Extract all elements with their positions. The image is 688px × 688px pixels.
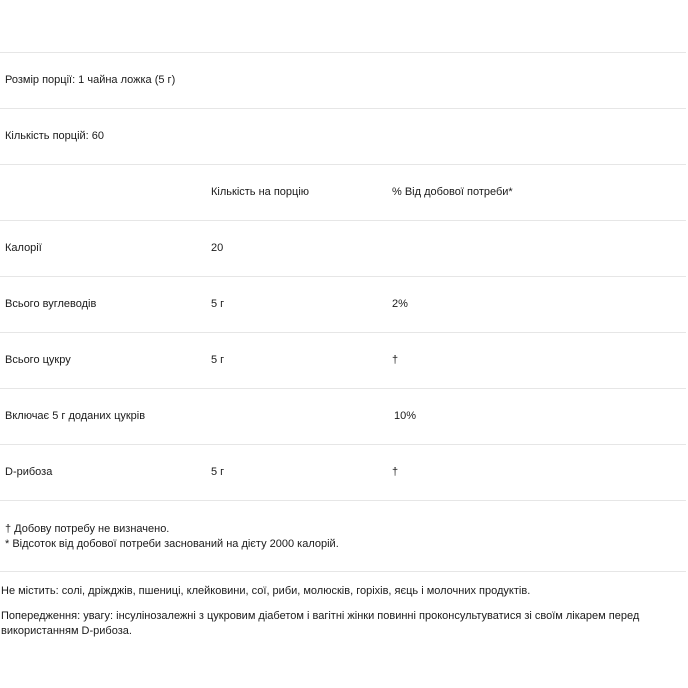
nutrient-name: Включає 5 г доданих цукрів: [5, 410, 146, 422]
amount-header: Кількість на порцію: [211, 186, 310, 198]
contains-note: Не містить: солі, дріжджів, пшениці, клейковини, сої, риби, молюсків, горіхів, яєць і молочних продуктів.: [1, 585, 531, 597]
nutrient-name: Всього цукру: [5, 354, 71, 366]
footnote-daily-value-basis: * Відсоток від добової потреби заснований на дієту 2000 калорій.: [5, 538, 339, 550]
table-row: [0, 220, 686, 276]
footnotes: [0, 500, 686, 572]
supplement-facts-table: [0, 52, 686, 572]
table-row: [0, 444, 686, 500]
nutrient-daily-value: †: [392, 354, 399, 366]
nutrient-amount: 5 г: [211, 298, 225, 310]
product-info: [0, 571, 686, 639]
daily-value-header: % Від добової потреби*: [392, 186, 513, 198]
serving-size: Розмір порції: 1 чайна ложка (5 г): [5, 74, 176, 86]
nutrient-daily-value: 2%: [392, 298, 408, 310]
table-header-row: [0, 164, 686, 220]
nutrient-amount: 20: [211, 242, 224, 254]
nutrient-name: Калорії: [5, 242, 42, 254]
nutrient-amount: 5 г: [211, 466, 225, 478]
servings-count-row: [0, 108, 686, 164]
nutrient-name: D-рибоза: [5, 466, 53, 478]
nutrient-name: Всього вуглеводів: [5, 298, 97, 310]
serving-size-row: [0, 52, 686, 108]
footnote-not-established: † Добову потребу не визначено.: [5, 523, 170, 535]
table-row: [0, 332, 686, 388]
table-row: [0, 388, 686, 444]
nutrient-amount: 5 г: [211, 354, 225, 366]
warning-note: Попередження: увагу: інсулінозалежні з цукровим діабетом і вагітні жінки повинні проконсультуватися зі своїм лікарем перед використанням D-рибоза.: [1, 610, 640, 637]
nutrient-daily-value: 10%: [394, 410, 417, 422]
servings-count: Кількість порцій: 60: [5, 130, 105, 142]
table-row: [0, 276, 686, 332]
nutrient-daily-value: †: [392, 466, 399, 478]
